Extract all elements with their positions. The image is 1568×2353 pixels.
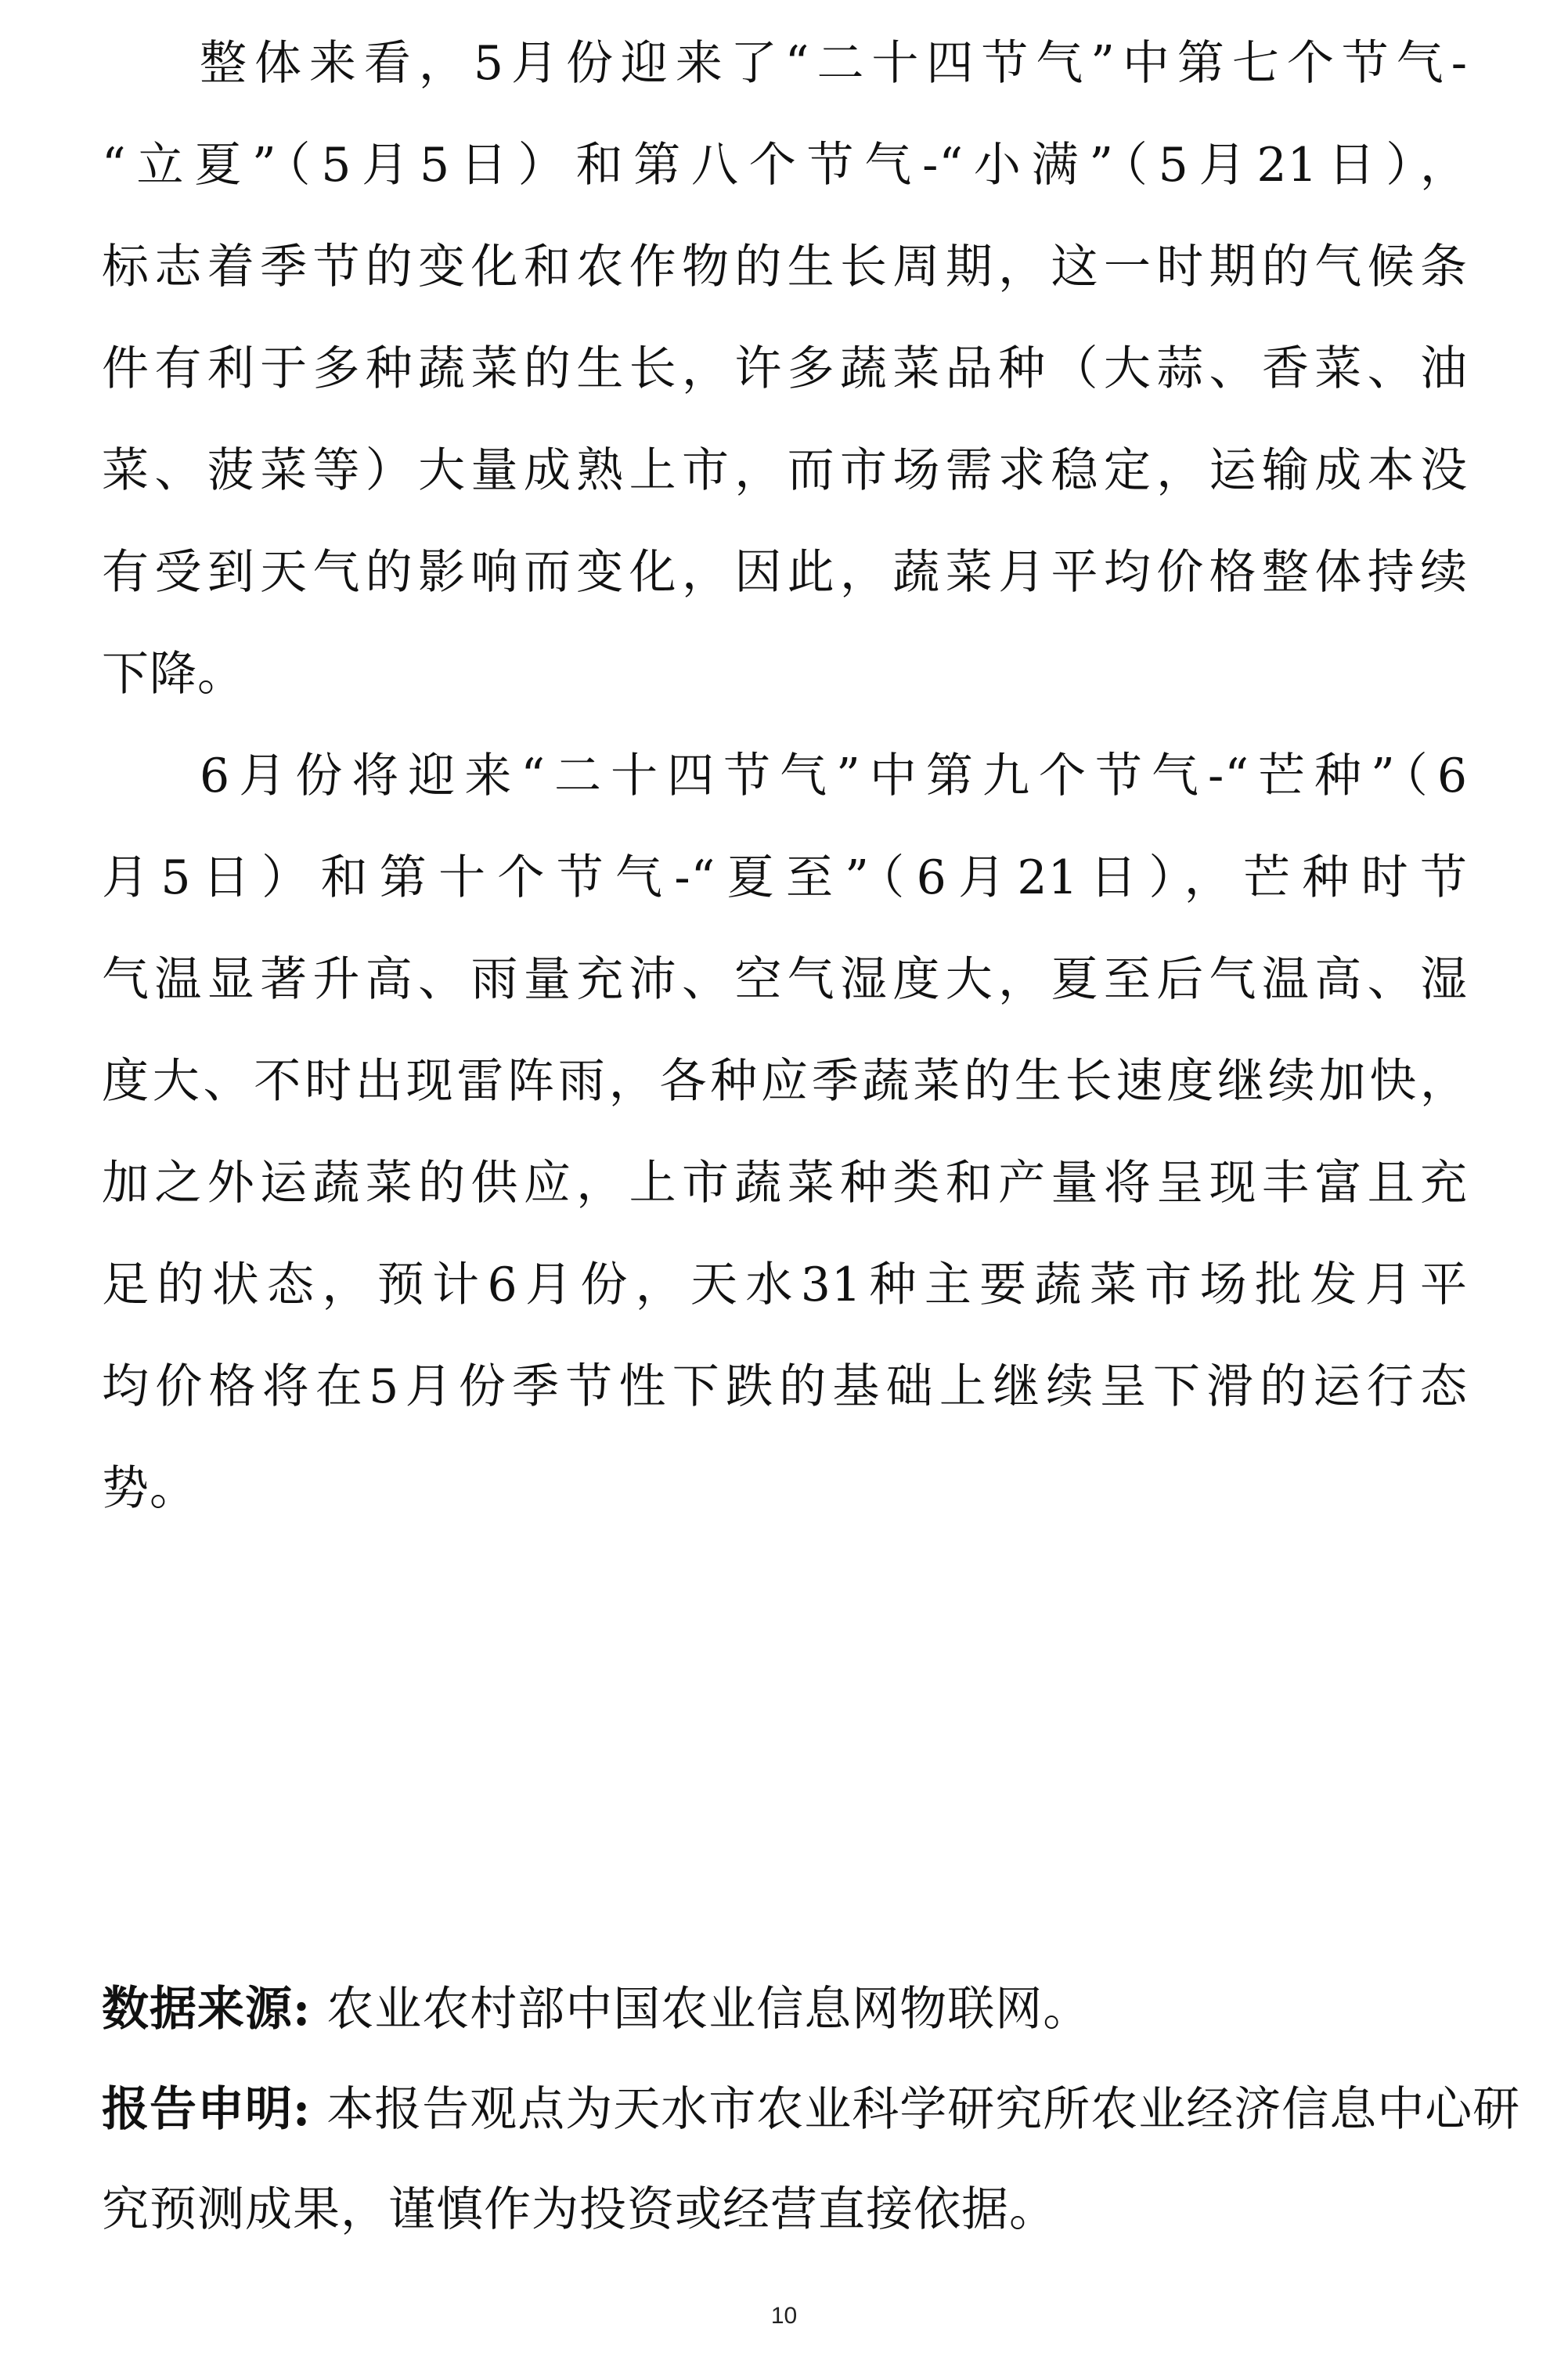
data-source-note: [102, 1981, 1468, 2037]
paragraph-1-line-5: 菜、菠菜等）大量成熟上市，而市场需求稳定，运输成本没: [102, 443, 1468, 498]
paragraph-1-line-3: 标志着季节的变化和农作物的生长周期，这一时期的气候条: [102, 240, 1468, 294]
report-statement-label: 报告申明:: [102, 2082, 312, 2137]
paragraph-2-line-7: 均价格将在5月份季节性下跌的基础上继续呈下滑的运行态: [102, 1359, 1468, 1414]
paragraph-2-line-4: 度大、不时出现雷阵雨，各种应季蔬菜的生长速度继续加快，: [102, 1054, 1468, 1109]
paragraph-2-line-1: 6月份将迎来“二十四节气”中第九个节气-“芒种”（6: [200, 749, 1468, 803]
page-number: 10: [770, 2303, 798, 2329]
paragraph-1-line-4: 件有利于多种蔬菜的生长，许多蔬菜品种（大蒜、香菜、油: [102, 341, 1468, 396]
paragraph-2-line-3: 气温显著升高、雨量充沛、空气湿度大，夏至后气温高、湿: [102, 952, 1468, 1007]
data-source-label: 数据来源:: [102, 1982, 312, 2037]
paragraph-1-line-7: 下降。: [102, 647, 245, 702]
paragraph-2-line-5: 加之外运蔬菜的供应，上市蔬菜种类和产量将呈现丰富且充: [102, 1156, 1468, 1211]
report-statement-line-1: [102, 2081, 1521, 2138]
report-statement-line-2: 究预测成果，谨慎作为投资或经营直接依据。: [102, 2182, 1057, 2237]
data-source-text: 农业农村部中国农业信息网物联网。: [326, 1982, 1091, 2037]
paragraph-2-line-6: 足的状态，预计6月份，天水31种主要蔬菜市场批发月平: [102, 1258, 1468, 1312]
paragraph-1-line-1: 整体来看，5月份迎来了“二十四节气”中第七个节气-: [200, 36, 1468, 91]
paragraph-1-line-2: “立夏”（5月5日）和第八个节气-“小满”（5月21日），: [102, 138, 1468, 193]
paragraph-2-line-8: 势。: [102, 1461, 197, 1516]
report-statement-text-1: 本报告观点为天水市农业科学研究所农业经济信息中心研: [326, 2082, 1521, 2137]
paragraph-1-line-6: 有受到天气的影响而变化，因此，蔬菜月平均价格整体持续: [102, 545, 1468, 600]
paragraph-2-line-2: 月5日）和第十个节气-“夏至”（6月21日），芒种时节: [102, 850, 1468, 905]
